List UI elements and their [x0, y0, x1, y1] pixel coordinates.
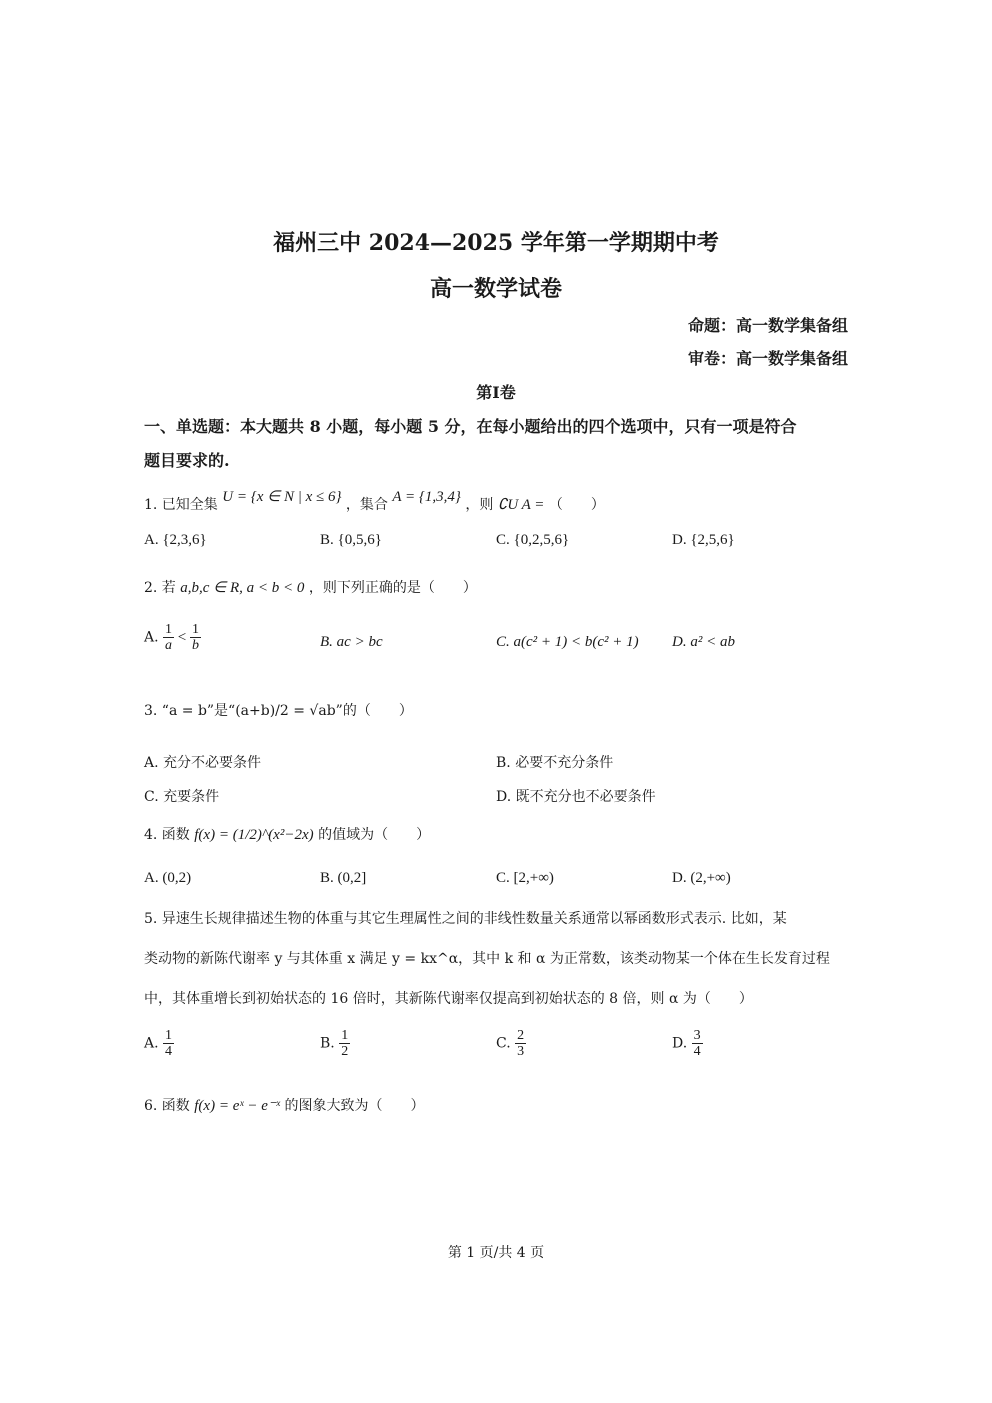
question-5-line2: 类动物的新陈代谢率 y 与其体重 x 满足 y = kx^α，其中 k 和 α 为正常数，该类动物某一个体在生长发育过程: [144, 951, 830, 967]
question-2-option-b: B. ac > bc: [320, 634, 383, 650]
question-2-option-c: C. a(c² + 1) < b(c² + 1): [496, 634, 639, 650]
question-1-option-b: B. {0,5,6}: [320, 532, 382, 548]
question-1-option-c: C. {0,2,5,6}: [496, 532, 570, 548]
fraction-2-3: $\frac{2}{3}$: [517, 1028, 525, 1059]
question-6-prefix: 6. 函数: [144, 1098, 190, 1114]
section-heading-line1: 一、单选题：本大题共 8 小题，每小题 5 分，在每小题给出的四个选项中，只有一项是符合: [144, 417, 797, 436]
question-1-option-a: A. {2,3,6}: [144, 532, 207, 548]
question-4-option-b: B. (0,2]: [320, 870, 367, 886]
fraction-1-2: $\frac{1}{2}$: [341, 1028, 349, 1059]
question-1-set-u: U = {x ∈ N | x ≤ 6}: [222, 489, 342, 505]
question-5-line3: 中，其体重增长到初始状态的 16 倍时，其新陈代谢率仅提高到初始状态的 8 倍，则 α 为（ ）: [144, 991, 753, 1007]
question-3-option-d: D. 既不充分也不必要条件: [496, 789, 656, 805]
question-5-option-b: [320, 1028, 350, 1059]
fraction-1-over-a: $\frac{1}{a}$: [165, 622, 173, 653]
question-1: [144, 489, 605, 514]
question-2-option-a-label: A.: [144, 629, 159, 646]
question-6-function: f(x) = eˣ − e⁻ˣ: [194, 1098, 281, 1114]
question-5-option-a: [144, 1028, 174, 1059]
question-1-mid: ，集合: [345, 497, 388, 513]
question-2-option-d: D. a² < ab: [672, 634, 735, 650]
question-1-option-d: D. {2,5,6}: [672, 532, 735, 548]
exam-subtitle: 高一数学试卷: [429, 276, 562, 302]
question-5-option-c: [496, 1028, 526, 1059]
fraction-1-over-b: $\frac{1}{b}$: [191, 622, 199, 653]
question-5-option-d-label: D.: [672, 1035, 688, 1052]
question-6: [144, 1095, 424, 1115]
author-line: 命题：高一数学集备组: [687, 316, 848, 335]
question-4-function: f(x) = (1/2)^(x²−2x): [194, 827, 314, 843]
question-2-tail: ，则下列正确的是（ ）: [308, 580, 477, 596]
question-2: [144, 577, 477, 597]
fraction-3-4: $\frac{3}{4}$: [693, 1028, 701, 1059]
question-3-option-c: C. 充要条件: [144, 789, 220, 805]
question-4-tail: 的值域为（ ）: [318, 827, 431, 843]
question-1-paren: （ ）: [548, 497, 605, 513]
exam-title: 福州三中 2024—2025 学年第一学期期中考: [273, 230, 719, 256]
question-1-prefix: 1. 已知全集: [144, 497, 218, 513]
question-3-option-b: B. 必要不充分条件: [496, 755, 614, 771]
fraction-1-4: $\frac{1}{4}$: [165, 1028, 173, 1059]
question-5-option-c-label: C.: [496, 1035, 511, 1052]
question-3-option-a: A. 充分不必要条件: [144, 755, 262, 771]
volume-label: 第Ⅰ卷: [476, 383, 516, 402]
question-2-condition: a,b,c ∈ R, a < b < 0: [180, 580, 305, 596]
page-number: 第 1 页/共 4 页: [447, 1245, 545, 1261]
question-5-option-b-label: B.: [320, 1035, 335, 1052]
question-5-line1: 5. 异速生长规律描述生物的体重与其它生理属性之间的非线性数量关系通常以幂函数形式表示. 比如，某: [144, 911, 787, 927]
question-6-tail: 的图象大致为（ ）: [284, 1098, 425, 1114]
question-4-option-c: C. [2,+∞): [496, 870, 554, 886]
reviewer-line: 审卷：高一数学集备组: [687, 349, 848, 368]
question-2-option-a: A. $\frac{1}{a}$ < $\frac{1}{b}$: [144, 622, 199, 653]
question-4-prefix: 4. 函数: [144, 827, 190, 843]
question-3: 3. “a = b”是“(a+b)/2 = √ab”的（ ）: [144, 703, 413, 719]
question-2-prefix: 2. 若: [144, 580, 176, 596]
question-1-set-a: A = {1,3,4}: [392, 489, 461, 505]
question-4: [144, 824, 430, 844]
question-1-tail: ，则: [465, 497, 494, 513]
question-1-complement: ∁U A =: [497, 497, 545, 513]
question-4-option-d: D. (2,+∞): [672, 870, 731, 886]
section-heading-line2: 题目要求的.: [144, 451, 230, 470]
question-4-option-a: A. (0,2): [144, 870, 192, 886]
question-5-option-a-label: A.: [144, 1035, 159, 1052]
question-5-option-d: [672, 1028, 703, 1059]
